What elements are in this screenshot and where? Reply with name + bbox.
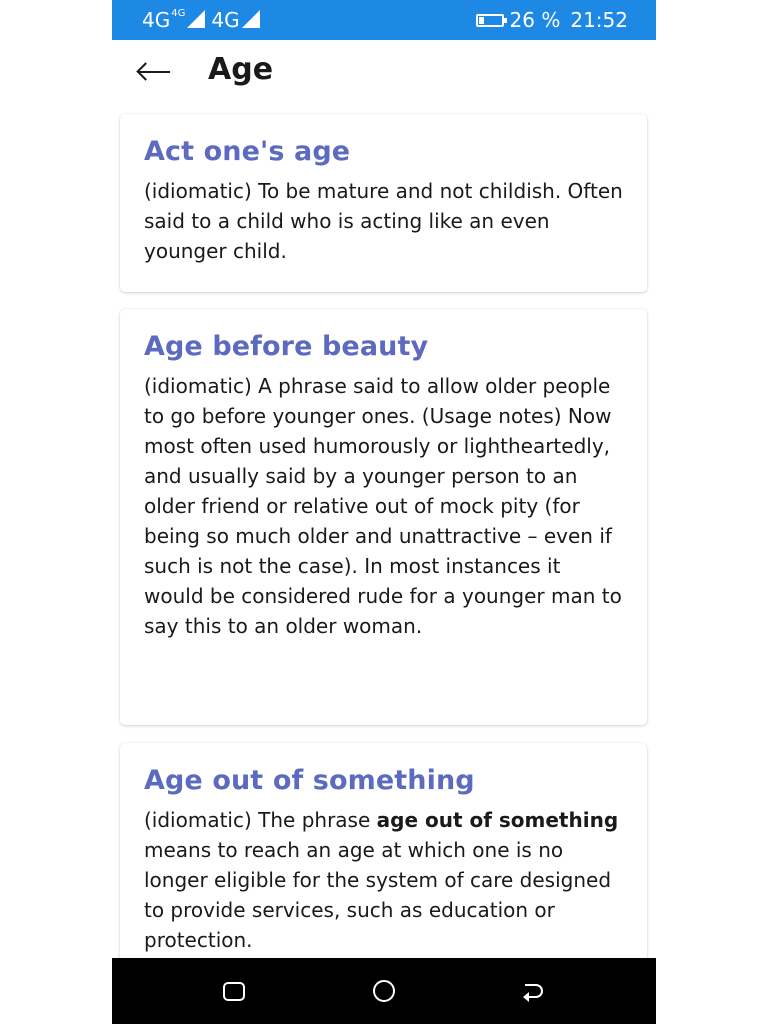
arrow-left-icon	[138, 71, 170, 73]
network-indicators	[142, 8, 266, 32]
definition-text: (idiomatic) A phrase said to allow older people to go before younger ones. (Usage notes) Now most often used humorously or lightheartedly, and usually said by a younger person to an older friend or relative out of mock pity (for being so much older and unattractive – even if such is not the case). In most instances it would be considered rude for a younger man to say this to an older woman.	[144, 374, 622, 638]
battery-level	[479, 17, 485, 24]
status-bar	[112, 0, 656, 40]
battery-percent: 26 %	[509, 8, 561, 32]
phone-screen	[112, 0, 656, 1024]
page-title: Age	[208, 52, 274, 87]
definition-text: (idiomatic) The phrase	[144, 808, 377, 832]
definition-text: (idiomatic) To be mature and not childish. Often said to a child who is acting like an even younger child.	[144, 179, 623, 263]
back-button[interactable]	[132, 52, 176, 92]
back-icon	[525, 984, 543, 998]
entry-definition	[144, 371, 623, 641]
app-bar	[112, 40, 656, 104]
circle-icon	[373, 980, 395, 1002]
signal-icon	[242, 10, 260, 28]
entry-title: Age out of something	[144, 765, 475, 796]
system-back-button[interactable]	[516, 976, 552, 1006]
square-icon	[223, 982, 245, 1001]
entry-card[interactable]	[120, 309, 647, 725]
home-button[interactable]	[366, 976, 402, 1006]
network-sup-label: 4G	[171, 7, 186, 19]
navigation-bar	[112, 958, 656, 1024]
entry-definition	[144, 176, 623, 266]
definition-text: means to reach an age at which one is no longer eligible for the system of care designed to provide services, such as education or protection.	[144, 838, 612, 952]
entry-definition	[144, 805, 623, 955]
recent-apps-button[interactable]	[216, 976, 252, 1006]
entry-title: Age before beauty	[144, 331, 429, 362]
entry-title: Act one's age	[144, 136, 351, 167]
bold-term: age out of something	[376, 808, 619, 832]
network-label-1: 4G	[142, 8, 171, 32]
network-label-2: 4G	[211, 8, 240, 32]
status-right	[476, 8, 628, 32]
clock: 21:52	[570, 8, 628, 32]
battery-icon	[476, 14, 504, 27]
entry-card[interactable]	[120, 114, 647, 292]
signal-icon	[187, 10, 205, 28]
